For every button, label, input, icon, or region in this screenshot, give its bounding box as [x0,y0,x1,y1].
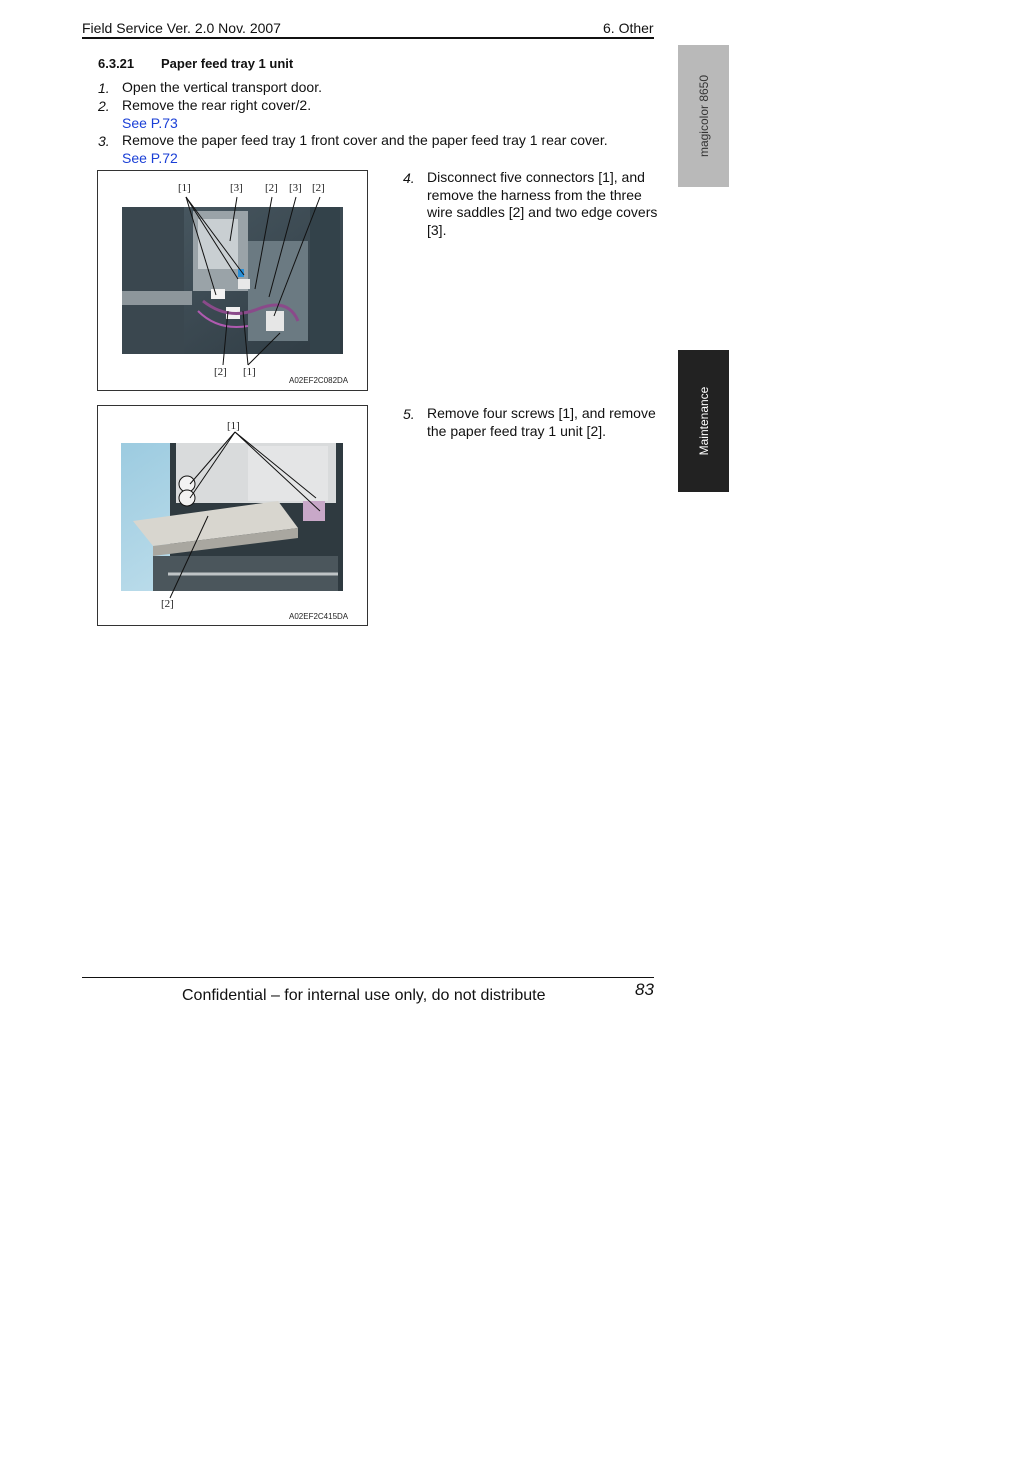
side-tab-model[interactable] [678,45,729,187]
step-5-text [427,405,656,440]
side-tab-maintenance[interactable] [678,350,729,492]
step-4-line-4: [3]. [427,221,447,238]
side-tab-model-label: magicolor 8650 [696,74,711,158]
step-2-number: 2. [98,98,110,114]
figure-1-photo-illustration [98,171,367,390]
step-3-see-link[interactable]: See P.72 [122,150,178,166]
step-3-number: 3. [98,133,110,149]
step-3-text: Remove the paper feed tray 1 front cover and the paper feed tray 1 rear cover. [122,132,608,148]
side-tab-maintenance-label: Maintenance [696,386,711,456]
figure-1-callout-2b: [2] [312,182,325,194]
section-number: 6.3.21 [98,56,135,71]
step-5-line-1: Remove four screws [1], and remove [427,405,656,421]
figure-1-callout-2a: [2] [265,182,278,194]
figure-2-callout-2: [2] [161,598,174,610]
step-2-see-link[interactable]: See P.73 [122,115,178,131]
figure-2-photo-illustration [98,406,367,625]
figure-2-code: A02EF2C415DA [289,612,349,621]
step-4-line-3: wire saddles [2] and two edge covers [427,204,658,220]
step-2-text: Remove the rear right cover/2. [122,97,312,113]
figure-2 [97,405,368,626]
step-4-number: 4. [403,170,415,186]
figure-1-callout-1: [1] [178,182,191,194]
figure-1-callout-3a: [3] [230,182,243,194]
step-5-line-2: the paper feed tray 1 unit [2]. [427,422,607,439]
step-1-number: 1. [98,80,110,96]
footer-confidential: Confidential – for internal use only, do not distribute [182,987,546,1004]
figure-2-callout-1: [1] [227,420,240,432]
header-left: Field Service Ver. 2.0 Nov. 2007 [82,20,281,36]
step-4-line-1: Disconnect five connectors [1], and [427,169,645,185]
step-5-number: 5. [403,406,415,422]
figure-1-code: A02EF2C082DA [289,376,349,385]
footer-rule [82,977,654,978]
figure-1-callout-bottom-1: [1] [243,366,256,378]
step-4-line-2: remove the harness from the three [427,186,642,203]
header-rule [82,37,654,39]
figure-1-callout-bottom-2: [2] [214,366,227,378]
section-title: Paper feed tray 1 unit [161,56,294,71]
figure-1-callout-3b: [3] [289,182,302,194]
header-right: 6. Other [603,20,654,36]
figure-1 [97,170,368,391]
step-1-text: Open the vertical transport door. [122,79,322,95]
step-4-text [427,169,657,239]
page-number: 83 [635,980,654,999]
